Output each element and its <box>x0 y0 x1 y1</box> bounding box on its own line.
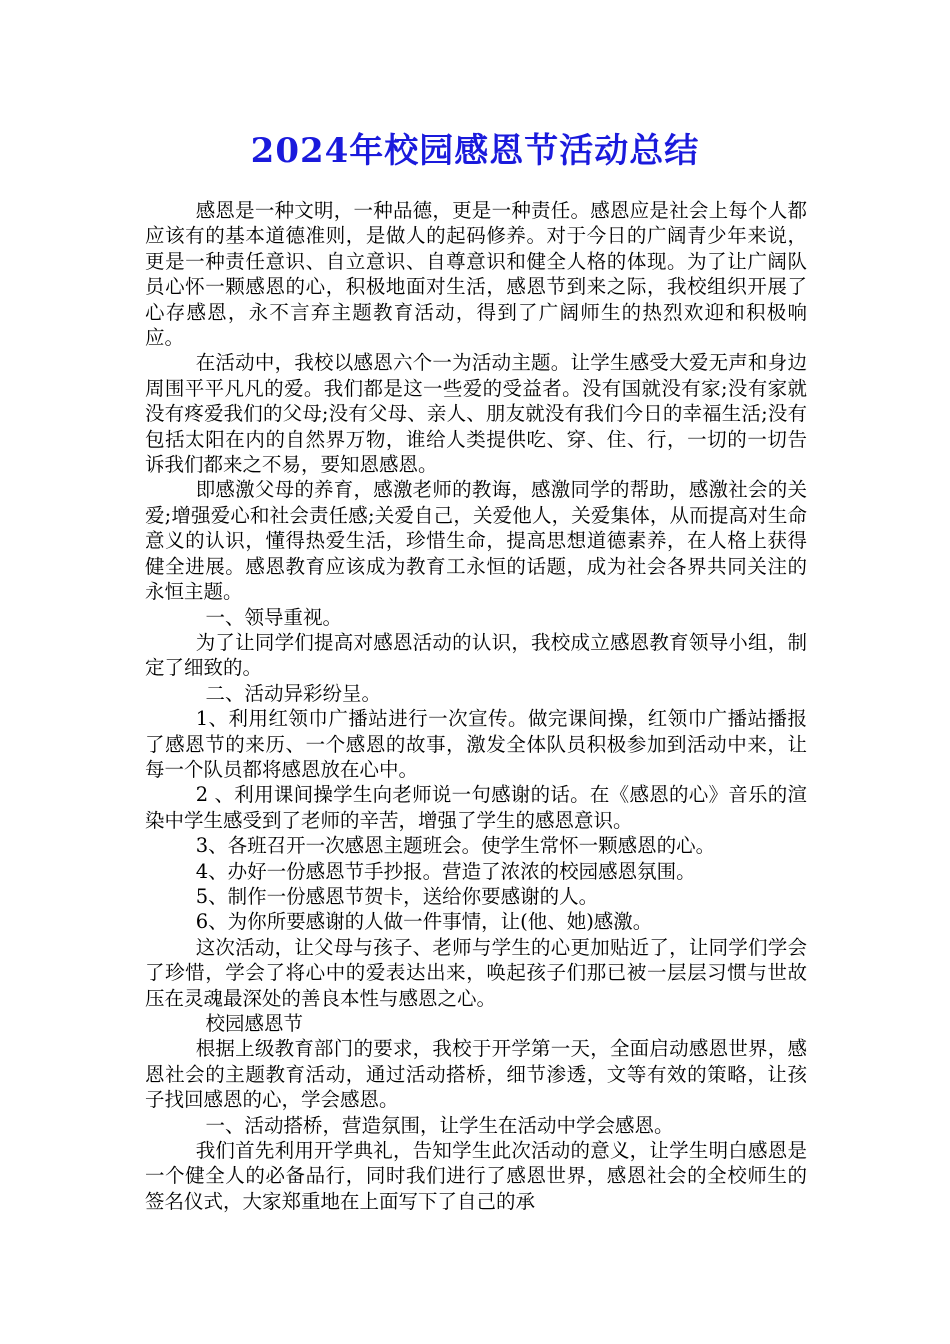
list-item-2: 2 、利用课间操学生向老师说一句感谢的话。在《感恩的心》音乐的渲染中学生感受到了老师的辛苦，增强了学生的感恩意识。 <box>145 783 807 832</box>
section-heading-campus: 校园感恩节 <box>205 1012 303 1035</box>
paragraph-leadership: 为了让同学们提高对感恩活动的认识，我校成立感恩教育领导小组，制定了细致的。 <box>145 630 807 680</box>
section-heading-activity: 一、活动搭桥，营造氛围，让学生在活动中学会感恩。 <box>205 1113 674 1137</box>
paragraph-campus-intro: 根据上级教育部门的要求，我校于开学第一天，全面启动感恩世界，感恩社会的主题教育活动，通过活动搭桥，细节渗透，文等有效的策略，让孩子找回感恩的心，学会感恩。 <box>145 1037 807 1112</box>
section-heading-1: 一、领导重视。 <box>205 605 342 629</box>
paragraph-gratitude: 即感激父母的养育，感激老师的教诲，感激同学的帮助，感激社会的关爱;增强爱心和社会责任感;关爱自己，关爱他人，关爱集体，从而提高对生命意义的认识，懂得热爱生活，珍惜生命，提高思想道德素养，在人格上获得健全进展。感恩教育应该成为教育工永恒的话题，成为社会各界共同关注的永恒主题。 <box>145 478 807 604</box>
document-body <box>145 198 807 1214</box>
list-item-3: 3、各班召开一次感恩主题班会。使学生常怀一颗感恩的心。 <box>195 834 716 858</box>
paragraph-ceremony: 我们首先利用开学典礼，告知学生此次活动的意义，让学生明白感恩是一个健全人的必备品行，同时我们进行了感恩世界，感恩社会的全校师生的签名仪式，大家郑重地在上面写下了自己的承 <box>145 1139 807 1213</box>
document-title: 2024年校园感恩节活动总结 <box>250 131 700 171</box>
section-heading-2: 二、活动异彩纷呈。 <box>205 681 381 705</box>
list-item-1: 1、利用红领巾广播站进行一次宣传。做完课间操，红领巾广播站播报了感恩节的来历、一个感恩的故事，激发全体队员积极参加到活动中来，让每一个队员都将感恩放在心中。 <box>145 707 807 781</box>
list-item-4: 4、办好一份感恩节手抄报。营造了浓浓的校园感恩氛围。 <box>195 859 696 883</box>
paragraph-summary: 这次活动，让父母与孩子、老师与学生的心更加贴近了，让同学们学会了珍惜，学会了将心中的爱表达出来，唤起孩子们那已被一层层习惯与世故压在灵魂最深处的善良本性与感恩之心。 <box>145 935 807 1010</box>
paragraph-theme: 在活动中，我校以感恩六个一为活动主题。让学生感受大爱无声和身边周围平平凡凡的爱。我们都是这一些爱的受益者。没有国就没有家;没有家就没有疼爱我们的父母;没有父母、亲人、朋友就没有我们今日的幸福生活;没有包括太阳在内的自然界万物，谁给人类提供吃、穿、住、行，一切的一切告诉我们都来之不易，要知恩感恩。 <box>145 351 807 477</box>
list-item-6: 6、为你所要感谢的人做一件事情，让(他、她)感激。 <box>195 910 653 934</box>
paragraph-intro: 感恩是一种文明，一种品德，更是一种责任。感恩应是社会上每个人都应该有的基本道德准则，是做人的起码修养。对于今日的广阔青少年来说，更是一种责任意识、自立意识、自尊意识和健全人格的体现。为了让广阔队员心怀一颗感恩的心，积极地面对生活，感恩节到来之际，我校组织开展了心存感恩，永不言弃主题教育活动，得到了广阔师生的热烈欢迎和积极响应。 <box>145 199 807 350</box>
list-item-5: 5、制作一份感恩节贺卡，送给你要感谢的人。 <box>195 884 599 908</box>
